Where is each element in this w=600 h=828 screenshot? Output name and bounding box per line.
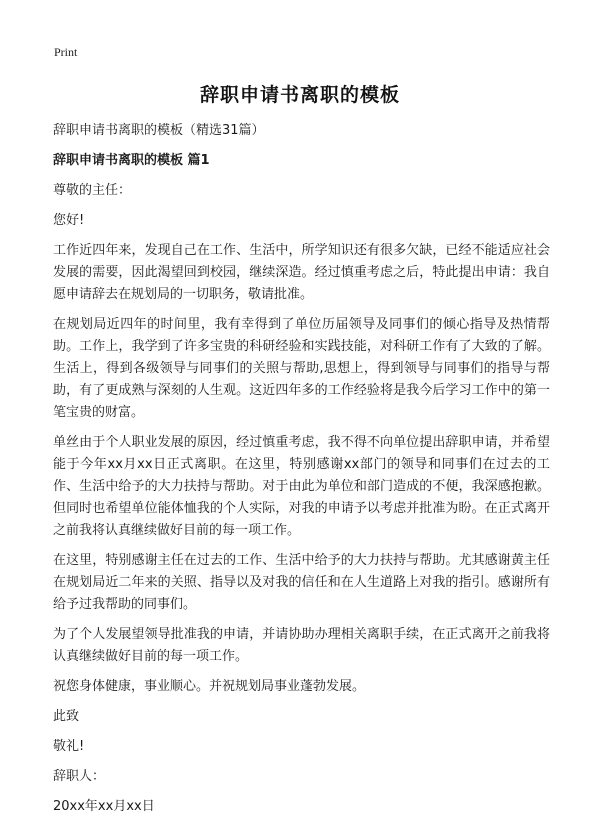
paragraph-6: 祝您身体健康，事业顺心。并祝规划局事业蓬勃发展。	[53, 679, 366, 694]
paragraph-3: 单丝由于个人职业发展的原因，经过慎重考虑，我不得不向单位提出辞职申请，并希望能于今年xx月xx日正式离职。在这里，特别感谢xx部门的领导和同事们在过去的工作、生活中给予的大力扶持与帮助。对于由此为单位和部门造成的不便，我深感抱歉。但同时也希望单位能体恤我的个人实际，对我的申请予以考虑并批准为盼。在正式离开之前我将认真继续做好目前的每一项工作。	[53, 435, 550, 538]
document-subtitle: 辞职申请书离职的模板（精选31篇）	[53, 123, 265, 138]
paragraph-5: 为了个人发展望领导批准我的申请，并请协助办理相关离职手续，在正式离开之前我将认真继续做好目前的每一项工作。	[53, 627, 550, 664]
section-heading: 辞职申请书离职的模板 篇1	[53, 153, 210, 168]
salutation: 尊敬的主任：	[53, 183, 132, 198]
greeting: 您好!	[53, 213, 85, 228]
paragraph-2: 在规划局近四年的时间里，我有幸得到了单位历届领导及同事们的倾心指导及热情帮助。工作上，我学到了许多宝贵的科研经验和实践技能，对科研工作有了大致的了解。生活上，得到各级领导与同事们的关照与帮助,思想上，得到领导与同事们的指导与帮助，有了更成熟与深刻的人生观。这近四年多的工作经验将是我今后学习工作中的第一笔宝贵的财富。	[53, 317, 550, 420]
signer-label: 辞职人：	[53, 769, 106, 784]
document-body	[53, 120, 550, 826]
document-title: 辞职申请书离职的模板	[199, 84, 400, 106]
paragraph-1: 工作近四年来，发现自己在工作、生活中，所学知识还有很多欠缺，已经不能适应社会发展的需要，因此渴望回到校园，继续深造。经过慎重考虑之后，特此提出申请：我自愿申请辞去在规划局的一切职务，敬请批准。	[53, 243, 550, 302]
signature-date: 20xx年xx月xx日	[53, 799, 155, 814]
paragraph-4: 在这里，特别感谢主任在过去的工作、生活中给予的大力扶持与帮助。尤其感谢黄主任在规划局近二年来的关照、指导以及对我的信任和在人生道路上对我的指引。感谢所有给予过我帮助的同事们。	[53, 553, 550, 612]
closing-line-1: 此致	[53, 709, 80, 724]
print-label: Print	[54, 45, 78, 59]
closing-line-2: 敬礼!	[53, 739, 85, 754]
